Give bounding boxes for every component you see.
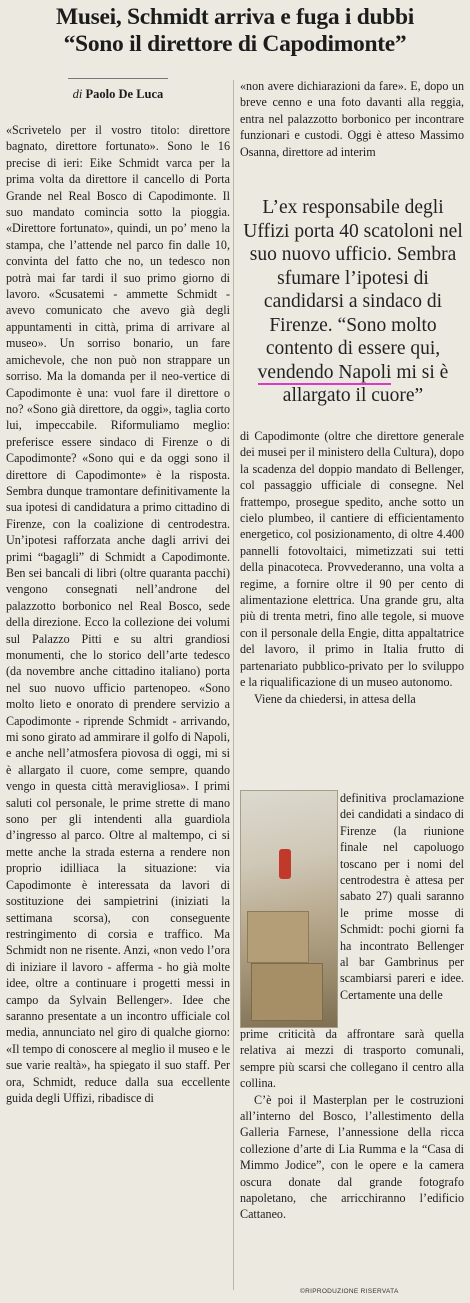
- right-column-bottom-text-2: C’è poi il Masterplan per le costruzioni all’interno del Bosco, l’allestimento della Galleria Farnese, l’annessione della ricca collezione d’arte di Lia Rumma e la “Casa di Mimmo Jodice”, con le opere e la camera oscura donate dal grande fotografo napoletano, che arricchiranno l’edificio Cattaneo.: [240, 1092, 464, 1222]
- copyright-notice: ©RIPRODUZIONE RISERVATA: [300, 1288, 399, 1295]
- byline: [6, 87, 230, 102]
- byline-author: Paolo De Luca: [85, 87, 164, 101]
- byline-block: [6, 78, 230, 102]
- right-column-wrap: [340, 790, 464, 1003]
- headline-line-1: Musei, Schmidt arriva e fuga i dubbi: [55, 4, 415, 30]
- byline-prefix: di: [72, 87, 83, 101]
- left-column: [6, 122, 230, 1106]
- book-box-shape: [247, 911, 309, 963]
- headline-line-2: “Sono il direttore di Capodimonte”: [63, 31, 407, 57]
- byline-rule: [68, 78, 168, 79]
- right-column-next-paragraph: Viene da chiedersi, in attesa della: [254, 691, 416, 706]
- pull-quote-after: mi si è allargato il cuore”: [282, 361, 449, 406]
- left-column-text: «Scrivetelo per il vostro titolo: direttore bagnato, direttore fortunato». Sono le 16 precise di ieri: Eike Schmidt varca per la prima volta da direttore il cancello di Porta Grande nel Real Bosco di Capodimonte. Il suo mandato comincia sotto la pioggia. «Direttore fortunato», quindi, un po’ meno la stampa, che l’attende nel parco fin dalle 10, convinta del fatto che no, un tedesco non potrà mai far tardi il suo primo giorno di lavoro. «Scusatemi - ammette Schmidt - avevo comunicato che avevo già degli appuntamenti in città, prima di arrivare al museo». Un sorriso bonario, un fare amichevole, che non può non strappare un sorriso. Ma la domanda per il neo-vertice di Capodimonte è una: vuol fare il direttore o no? «Sono già direttore, da oggi», taglia corto lui, impeccabile. Riformuliamo meglio: preferisce essere sindaco di Firenze o di Capodimonte? «Sono qui e da oggi sono il direttore di Capodimonte» è la risposta. Sembra dunque tramontare definitivamente la sua ipotesi di candidatura a primo cittadino di Firenze, con la coalizione di centrodestra. Un’ipotesi rafforzata anche dagli arrivi dei primi “bagagli” di Schmidt a Capodimonte. Ben sei bancali di libri (oltre quaranta pacchi) vengono consegnati nell’androne del palazzotto borbonico nel Real Bosco, sede della direzione. Ecco la collezione dei volumi sul Palazzo Pitti e su altri grandiosi monumenti, che lo storico dell’arte tedesco (da novembre anche cittadino italiano) porta nel suo nuovo ufficio partenopeo. «Sono molto lieto e onorato di prendere servizio a Capodimonte - riprende Schmidt - arrivando, mi sono girato ad ammirare il golfo di Napoli, e anche nell’atmosfera piovosa di oggi, mi si è allargato il cuore, come sempre, quando vengo in questa città meravigliosa». I primi saluti col personale, le prime strette di mano sono per gli intendenti alla guardiola d’ingresso al parco. Oltre al maltempo, ci si mette anche la strada esterna a rendere non proprio idilliaca la situazione: via Capodimonte è interessata da lavori di sostituzione dei sampietrini (iniziati la settimana scorsa), con conseguente restringimento di corsia e traffico. Ma Schmidt non ne risente. Anzi, «non vedo l’ora di iniziare il lavoro - afferma - ho già molte idee, oltre a continuare i progetti messi in campo da Sylvain Bellenger». Idee che saranno presentate a un incontro ufficiale col media, annunciato nel giro di qualche giorno: «Il tempo di conoscere al meglio il museo e le sue varie realtà», ha spiegato il suo staff. Per ora, Schmidt, reduce dalla sua eccellente guida degli Uffizi, ribadisce di: [6, 123, 230, 1105]
- right-column-bottom: [240, 1026, 464, 1223]
- right-column-bottom-text-1: prime criticità da affrontare sarà quella relativa ai mezzi di trasporto comunali, sempre più scarsi che collegano il centro alla collina.: [240, 1027, 464, 1091]
- right-column-top-text: «non avere dichiarazioni da fare». E, dopo un breve cenno e una foto davanti alla reggia, entra nel palazzotto borbonico per incontrare funzionari e custodi. Oggi è atteso Massimo Osanna, direttore ad interim: [240, 79, 464, 159]
- fire-extinguisher-shape: [279, 849, 291, 879]
- right-column-middle-text: di Capodimonte (oltre che direttore generale dei musei per il ministero della Cultura), dopo la scadenza del doppio mandato di Bellenger, col passaggio ufficiale di consegne. Nel frattempo, prosegue spedito, anche sotto un cielo plumbeo, il cantiere di efficientamento energetico, col posizionamento, di oltre 4.400 pannelli fotovoltaici, mimetizzati sui tetti della pinacoteca. Provvederanno, una volta a regime, a fornire oltre il 90 per cento di alimentazione elettrica. Una grande gru, alta più di trenta metri, fino alle tegole, si muove con il personale della Engie, ditta appaltatrice del lavoro, il primo in Italia frutto di partenariato pubblico-privato per lo sviluppo e la riqualificazione di un museo autonomo.: [240, 429, 464, 690]
- book-box-shape: [251, 963, 323, 1021]
- pull-quote: [240, 196, 466, 408]
- article-photo: [240, 790, 338, 1028]
- pull-quote-before: L’ex responsabile degli Uffizi porta 40 scatoloni nel suo nuovo ufficio. Sembra sfumare l’ipotesi di candidarsi a sindaco di Firenze. “Sono molto contento di essere qui,: [243, 197, 463, 359]
- column-divider: [233, 80, 234, 1290]
- right-column-wrap-text: definitiva proclamazione dei candidati a sindaco di Firenze (la riunione finale nel capoluogo toscano per i nomi del centrodestra è attesa per sabato 27) quali saranno le prime mosse di Schmidt: pochi giorni fa ha incontrato Bellenger al bar Gambrinus per scambiarsi pareri e idee. Certamente una delle: [340, 791, 464, 1002]
- right-column-middle: [240, 428, 464, 707]
- headline: [6, 4, 464, 58]
- pull-quote-underlined: vendendo Napoli: [257, 361, 392, 383]
- right-column-top: [240, 78, 464, 160]
